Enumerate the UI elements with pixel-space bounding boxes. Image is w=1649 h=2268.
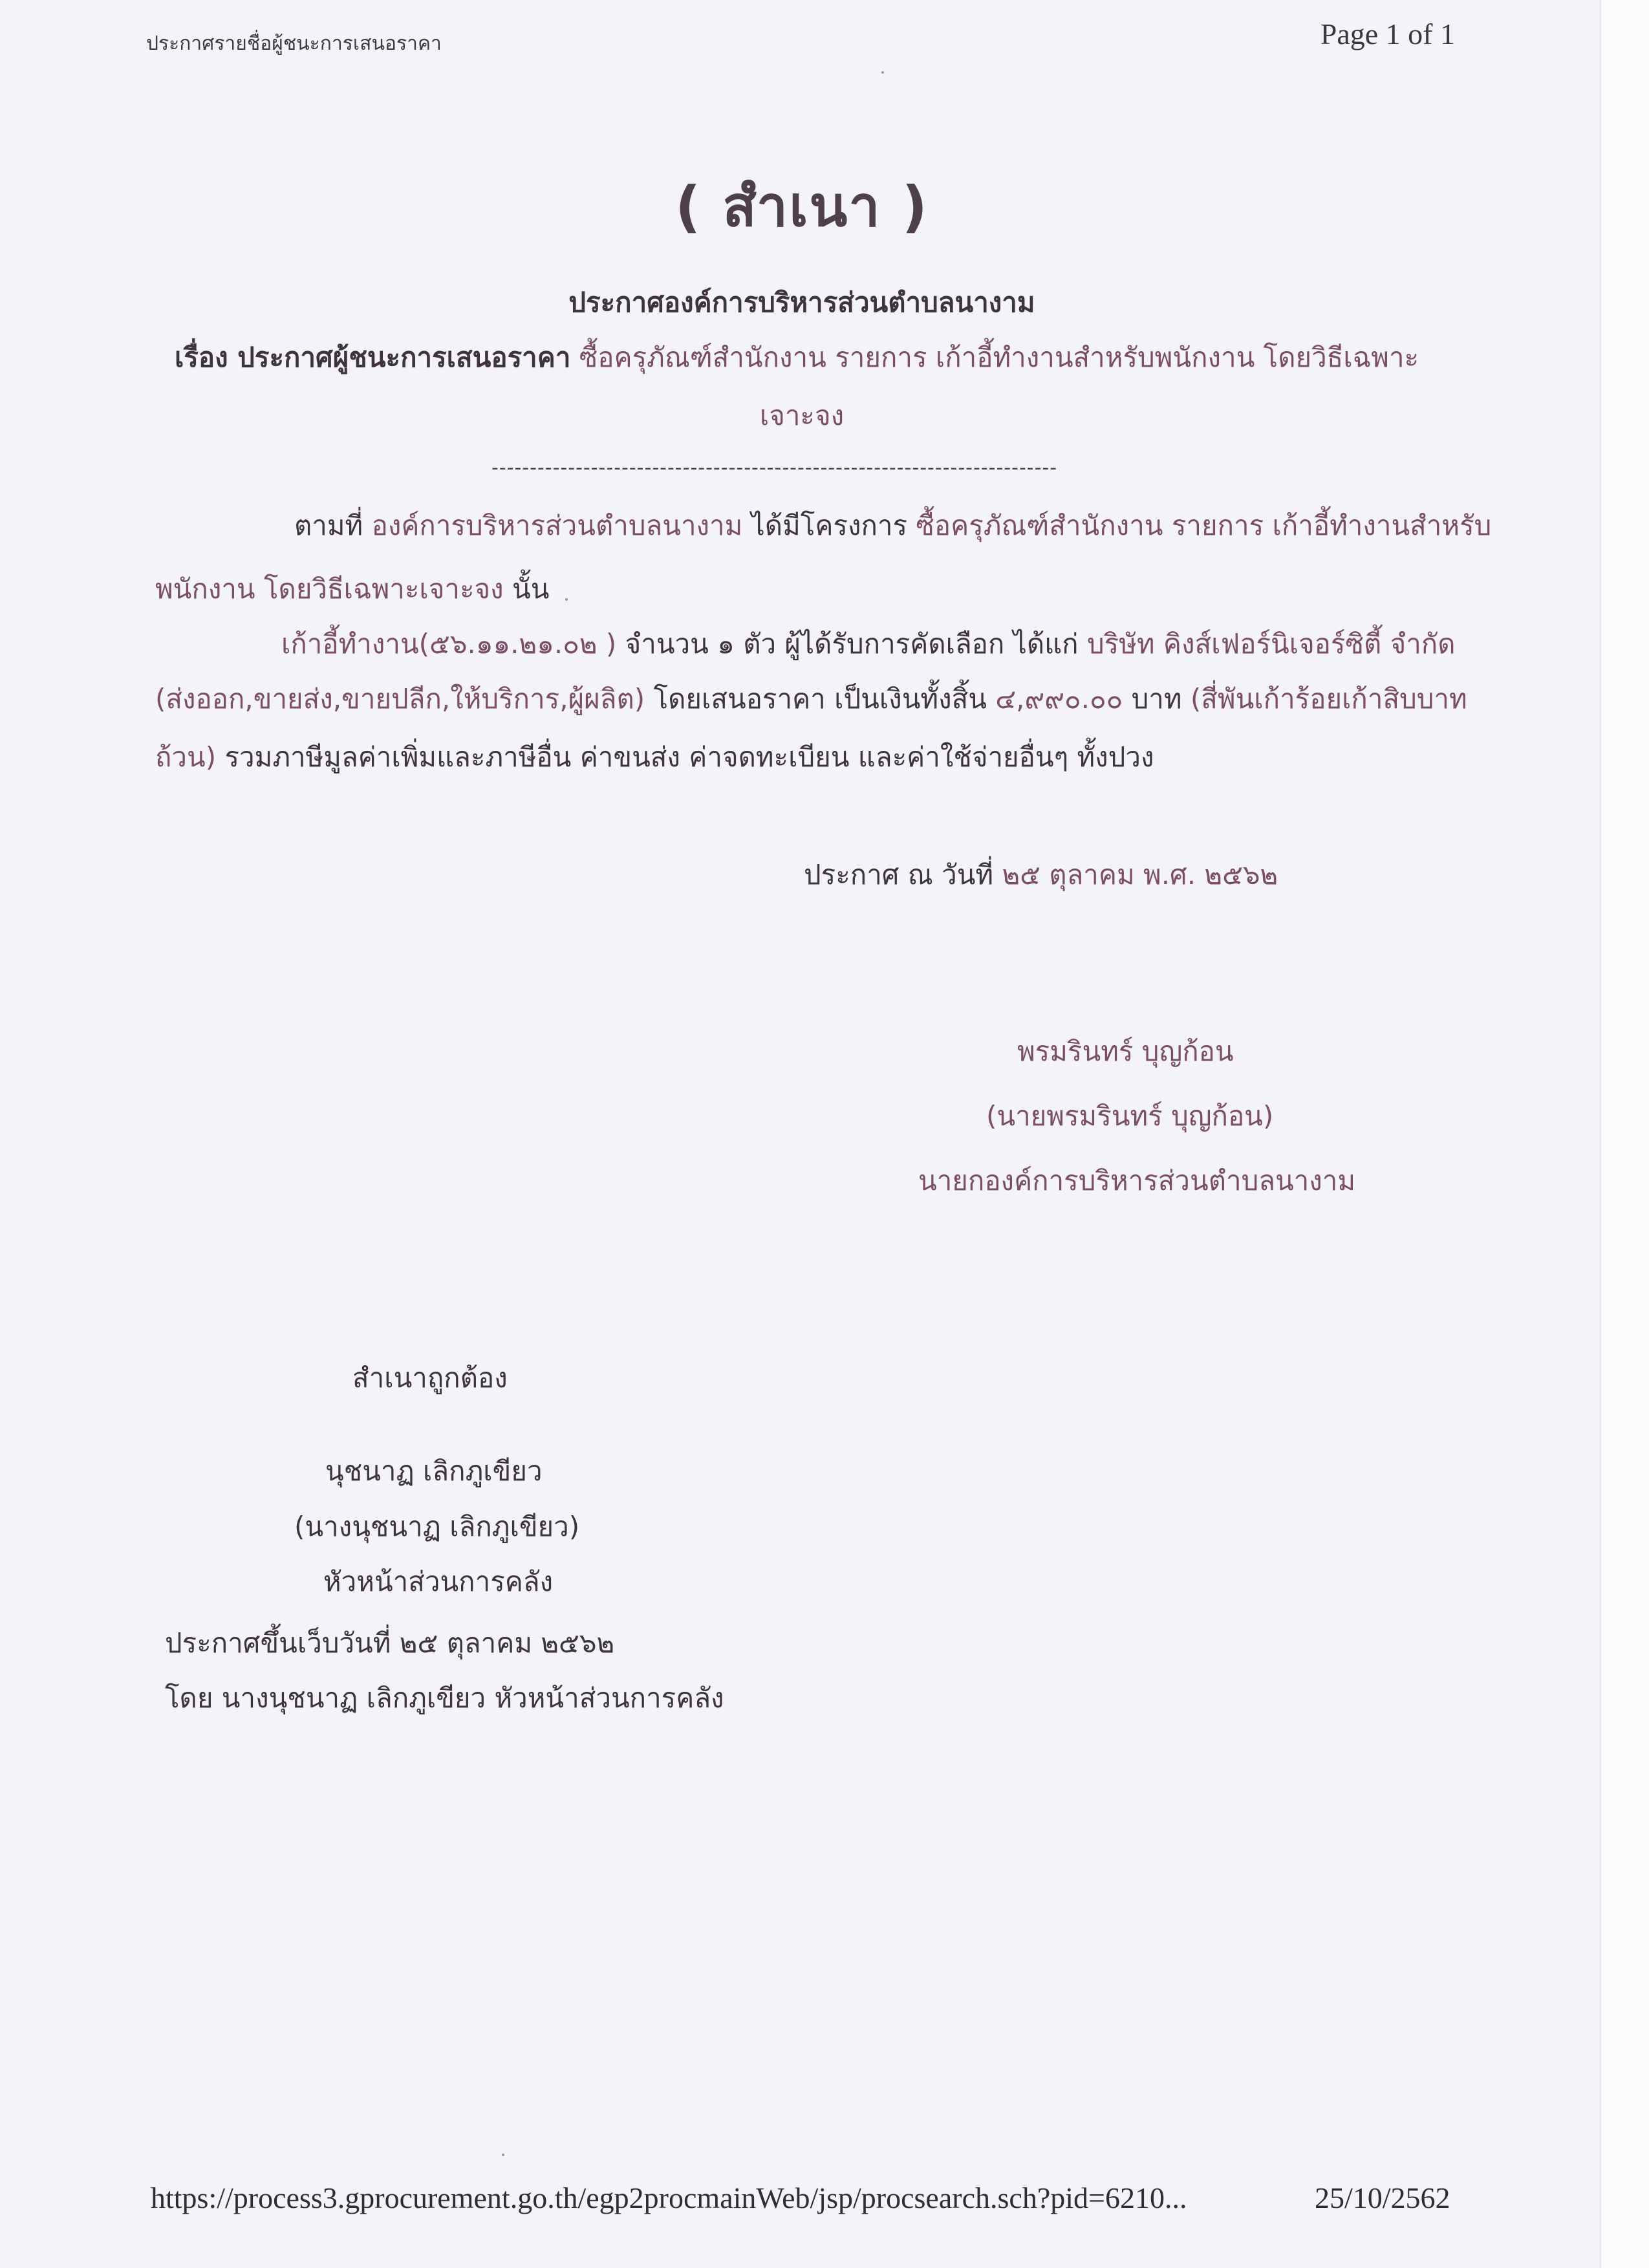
announce-date-line xyxy=(804,854,1278,896)
scan-speck xyxy=(565,598,568,601)
certifier-position: หัวหน้าส่วนการคลัง xyxy=(323,1566,554,1597)
winner-type: (ส่งออก,ขายส่ง,ขายปลีก,ให้บริการ,ผู้ผลิต) xyxy=(155,683,645,715)
paragraph-2-line-2 xyxy=(155,682,1467,716)
announce-date: ๒๕ ตุลาคม พ.ศ. ๒๕๖๒ xyxy=(1002,859,1278,891)
price-amount: ๔,๙๙๐.๐๐ xyxy=(995,683,1123,715)
item-name: เก้าอี้ทำงาน(๕๖.๑๑.๒๑.๐๒ ) xyxy=(281,628,617,660)
subject-detail: ซื้อครุภัณฑ์สำนักงาน รายการ เก้าอี้ทำงานสำหรับพนักงาน โดยวิธีเฉพาะ xyxy=(579,341,1419,373)
p1-intro: ตามที่ xyxy=(294,510,363,541)
web-post-date: ประกาศขึ้นเว็บวันที่ ๒๕ ตุลาคม ๒๕๖๒ xyxy=(165,1627,615,1659)
subject-detail-cont: เจาะจง xyxy=(759,400,845,431)
subject-label: เรื่อง ประกาศผู้ชนะการเสนอราคา xyxy=(175,341,571,373)
scan-speck xyxy=(881,71,884,74)
amount-words: (สี่พันเก้าร้อยเก้าสิบบาท xyxy=(1190,683,1467,715)
paragraph-2-line-1 xyxy=(281,627,1456,661)
announcement-title: ประกาศองค์การบริหารส่วนตำบลนางาม xyxy=(568,286,1035,318)
certifier-name: (นางนุชนาฏ เลิกภูเขียว) xyxy=(294,1511,580,1542)
winner-label: ผู้ได้รับการคัดเลือก ได้แก่ xyxy=(784,628,1079,660)
p1-project: ซื้อครุภัณฑ์สำนักงาน รายการ เก้าอี้ทำงานสำหรับ xyxy=(916,510,1492,541)
p1-org: องค์การบริหารส่วนตำบลนางาม xyxy=(371,510,743,541)
signatory-signature: พรมรินทร์ บุญก้อน xyxy=(1017,1035,1234,1067)
announce-date-label: ประกาศ ณ วันที่ xyxy=(804,859,994,891)
price-currency: บาท xyxy=(1131,683,1182,715)
signatory-position: นายกองค์การบริหารส่วนตำบลนางาม xyxy=(918,1165,1356,1196)
footer-url[interactable]: https://process3.gprocurement.go.th/egp2procmainWeb/jsp/procsearch.sch?pid=6210... xyxy=(151,2181,1187,2214)
footer-print-date: 25/10/2562 xyxy=(1315,2181,1450,2214)
subject-line xyxy=(175,336,1419,379)
header-doc-type: ประกาศรายชื่อผู้ชนะการเสนอราคา xyxy=(146,32,442,55)
scan-edge xyxy=(1600,0,1649,2268)
certification-label: สำเนาถูกต้อง xyxy=(352,1362,508,1394)
price-label: โดยเสนอราคา เป็นเงินทั้งสิ้น xyxy=(653,683,987,715)
amount-words-cont: ถ้วน) xyxy=(155,741,217,773)
separator: -------------------------------------------------------------------------- xyxy=(491,457,1058,479)
tail-text: รวมภาษีมูลค่าเพิ่มและภาษีอื่น ค่าขนส่ง ค่าจดทะเบียน และค่าใช้จ่ายอื่นๆ ทั้งปวง xyxy=(224,741,1154,773)
p1-mid: ได้มีโครงการ xyxy=(751,510,908,541)
p1-project-cont: พนักงาน โดยวิธีเฉพาะเจาะจง xyxy=(155,573,504,605)
posted-by: โดย นางนุชนาฏ เลิกภูเขียว หัวหน้าส่วนการคลัง xyxy=(165,1682,724,1714)
item-quantity: จำนวน ๑ ตัว xyxy=(625,628,777,660)
scan-speck xyxy=(502,2154,504,2156)
certifier-signature: นุชนาฏ เลิกภูเขียว xyxy=(325,1455,543,1487)
paragraph-1-line-1 xyxy=(294,509,1491,543)
copy-mark: ( สำเนา ) xyxy=(675,175,929,239)
paragraph-2-line-3 xyxy=(155,740,1154,774)
p1-end: นั้น xyxy=(512,573,550,605)
signatory-name: (นายพรมรินทร์ บุญก้อน) xyxy=(986,1100,1274,1132)
header-page-info: Page 1 of 1 xyxy=(1320,17,1455,50)
winner-name: บริษัท คิงส์เฟอร์นิเจอร์ซิตี้ จำกัด xyxy=(1086,628,1456,660)
paragraph-1-line-2 xyxy=(155,572,549,606)
